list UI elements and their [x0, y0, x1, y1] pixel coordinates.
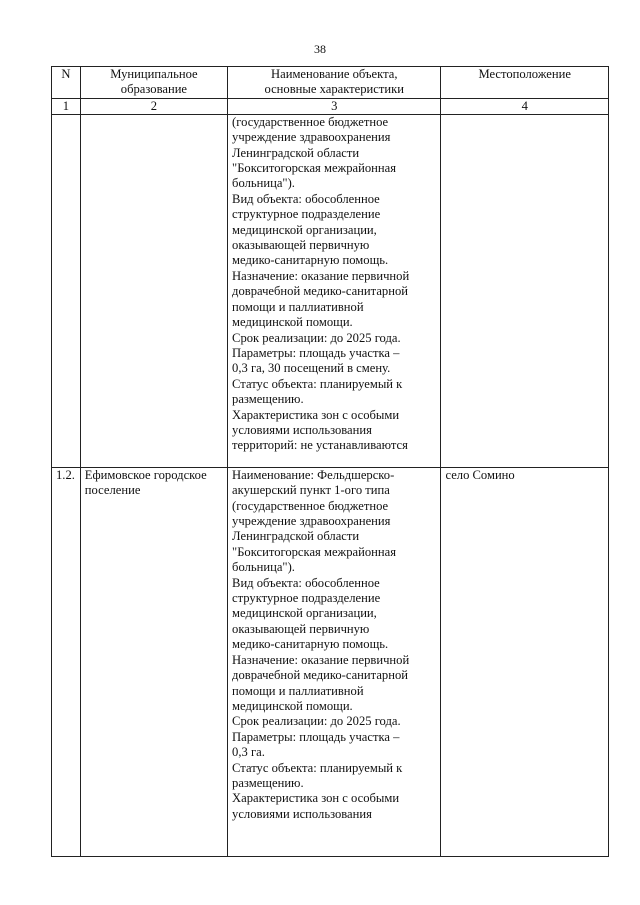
text-line: основные характеристики: [264, 82, 404, 97]
text-line: медико-санитарную помощь.: [232, 637, 389, 652]
text-line: размещению.: [232, 775, 304, 790]
text-line: Местоположение: [478, 67, 571, 81]
text-line: учреждение здравоохранения: [232, 130, 391, 145]
text-line: Ефимовское городское: [84, 467, 207, 482]
text-line: помощи и паллиативной: [232, 683, 364, 698]
text-line: Характеристика зон с особыми: [232, 407, 400, 422]
text-line: Срок реализации: до 2025 года.: [232, 330, 401, 345]
text-line: 0,3 га.: [232, 745, 265, 760]
row-location: [441, 114, 609, 467]
text-line: структурное подразделение: [232, 207, 381, 222]
text-line: (государственное бюджетное: [232, 498, 389, 513]
text-line: структурное подразделение: [232, 591, 381, 606]
text-line: "Бокситогорская межрайонная: [232, 544, 397, 559]
text-line: Муниципальное: [110, 67, 198, 81]
table-row: [52, 467, 609, 856]
table-header-row: [52, 67, 609, 99]
text-line: Статус объекта: планируемый к: [232, 376, 403, 391]
text-line: Наименование: Фельдшерско-: [232, 467, 395, 482]
row-index: [52, 114, 81, 467]
text-line: медицинской помощи.: [232, 315, 353, 330]
text-line: больница").: [232, 176, 295, 191]
row-location: село Сомино: [441, 467, 609, 856]
text-line: доврачебной медико-санитарной: [232, 284, 408, 299]
column-number-3: 3: [228, 98, 441, 114]
text-line: медицинской организации,: [232, 606, 377, 621]
header-municipality: [80, 67, 227, 99]
text-line: больница").: [232, 560, 295, 575]
row-description: [228, 467, 441, 856]
header-object-name: [228, 67, 441, 99]
column-number-4: 4: [441, 98, 609, 114]
text-line: (государственное бюджетное: [232, 114, 389, 129]
column-number-1: 1: [52, 98, 81, 114]
row-description: [228, 114, 441, 467]
text-line: Статус объекта: планируемый к: [232, 760, 403, 775]
text-line: территорий: не устанавливаются: [232, 438, 408, 453]
text-line: Назначение: оказание первичной: [232, 268, 410, 283]
text-line: оказывающей первичную: [232, 621, 370, 636]
text-line: Вид объекта: обособленное: [232, 575, 380, 590]
table-row: [52, 114, 609, 467]
text-line: акушерский пункт 1-ого типа: [232, 483, 390, 498]
text-line: Срок реализации: до 2025 года.: [232, 714, 401, 729]
text-line: поселение: [84, 483, 141, 498]
header-n: [52, 67, 81, 99]
objects-table: [51, 66, 609, 857]
text-line: N: [61, 67, 71, 81]
text-line: доврачебной медико-санитарной: [232, 668, 408, 683]
column-number-2: 2: [80, 98, 227, 114]
text-line: размещению.: [232, 392, 304, 407]
text-line: медицинской помощи.: [232, 698, 353, 713]
text-line: образование: [120, 82, 188, 97]
column-number-row: [52, 98, 609, 114]
row-index: 1.2.: [52, 467, 81, 856]
text-line: помощи и паллиативной: [232, 299, 364, 314]
text-line: "Бокситогорская межрайонная: [232, 161, 397, 176]
text-line: Характеристика зон с особыми: [232, 791, 400, 806]
text-line: условиями использования: [232, 422, 372, 437]
text-line: Вид объекта: обособленное: [232, 191, 380, 206]
text-line: медико-санитарную помощь.: [232, 253, 389, 268]
text-line: учреждение здравоохранения: [232, 514, 391, 529]
text-line: условиями использования: [232, 806, 372, 821]
text-line: Параметры: площадь участка –: [232, 729, 400, 744]
text-line: Ленинградской области: [232, 529, 360, 544]
text-line: Назначение: оказание первичной: [232, 652, 410, 667]
text-line: Ленинградской области: [232, 145, 360, 160]
text-line: оказывающей первичную: [232, 238, 370, 253]
row-municipality: [80, 114, 227, 467]
text-line: 0,3 га, 30 посещений в смену.: [232, 361, 391, 376]
row-municipality: [80, 467, 227, 856]
page-number: 38: [314, 42, 326, 56]
text-line: Параметры: площадь участка –: [232, 345, 400, 360]
header-location: [441, 67, 609, 99]
text-line: Наименование объекта,: [271, 67, 398, 81]
text-line: медицинской организации,: [232, 222, 377, 237]
